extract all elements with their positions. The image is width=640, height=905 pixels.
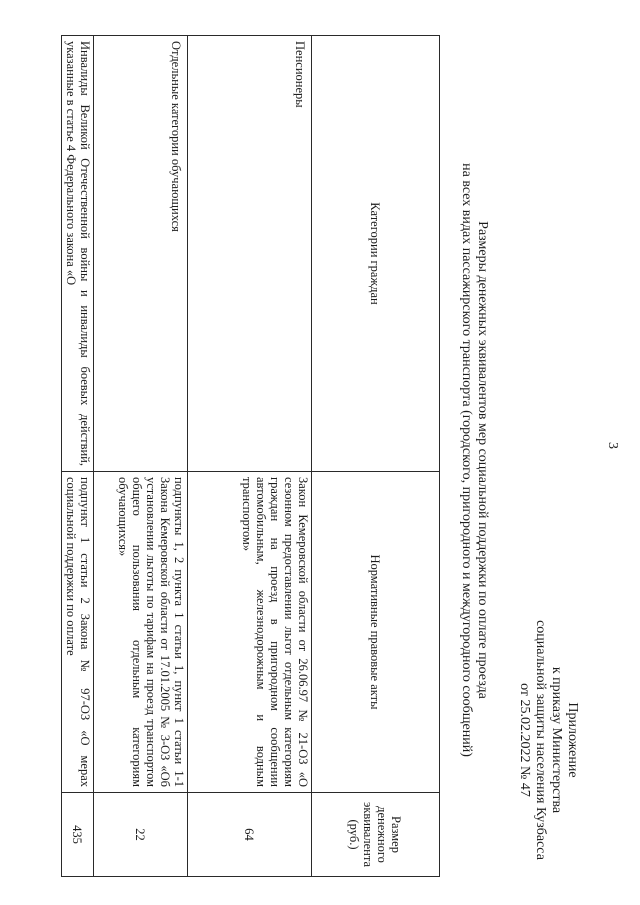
header-amount: Размер денежного эквивалента (руб.) — [312, 793, 440, 877]
cell-amount: 435 — [62, 793, 94, 877]
appendix-line: социальной защиты населения Кузбасса — [533, 620, 548, 860]
cell-acts: подпункты 1, 2 пункта 1 статьи 1, пункт 1 статьи 1-1 Закона Кемеровской области от 17.01.2005 № 3-ОЗ «Об установлении льготы по тарифам на проезд транспортом общего пользования отдельным категориям обучающихся» — [94, 472, 188, 793]
cell-amount: 22 — [94, 793, 188, 877]
benefits-table — [61, 35, 440, 877]
appendix-line: от 25.02.2022 № 47 — [517, 683, 532, 797]
table-header-row — [312, 36, 440, 877]
document-title — [458, 100, 490, 820]
cell-category: Пенсионеры — [188, 36, 312, 472]
header-category: Категории граждан — [312, 36, 440, 472]
cell-amount: 64 — [188, 793, 312, 877]
title-line-2: на всех видах пассажирского транспорта (городского, пригородного и междугородного сообщений) — [459, 163, 474, 757]
cell-acts: Закон Кемеровской области от 26.06.97 № 21-ОЗ «О сезонном предоставлении льгот отдельным категориям граждан на проезд в пригородном сообщении автомобильным, железнодорожным и водным транспортом» — [188, 472, 312, 793]
table-row — [94, 36, 188, 877]
table-row — [62, 36, 94, 877]
title-line-1: Размеры денежных эквивалентов мер социальной поддержки по оплате проезда — [475, 221, 490, 699]
appendix-block — [516, 605, 580, 875]
page-number: 3 — [605, 442, 620, 449]
appendix-line: к приказу Министерства — [549, 666, 564, 814]
header-acts: Нормативные правовые акты — [312, 472, 440, 793]
cell-acts: подпункт 1 статьи 2 Закона № 97-ОЗ «О мерах социальной поддержки по оплате — [62, 472, 94, 793]
cell-category: Инвалиды Великой Отечественной войны и инвалиды боевых действий, указанные в статье 4 Федерального закона «О — [62, 36, 94, 472]
appendix-line: Приложение — [565, 702, 580, 778]
cell-category: Отдельные категории обучающихся — [94, 36, 188, 472]
table-row — [188, 36, 312, 877]
